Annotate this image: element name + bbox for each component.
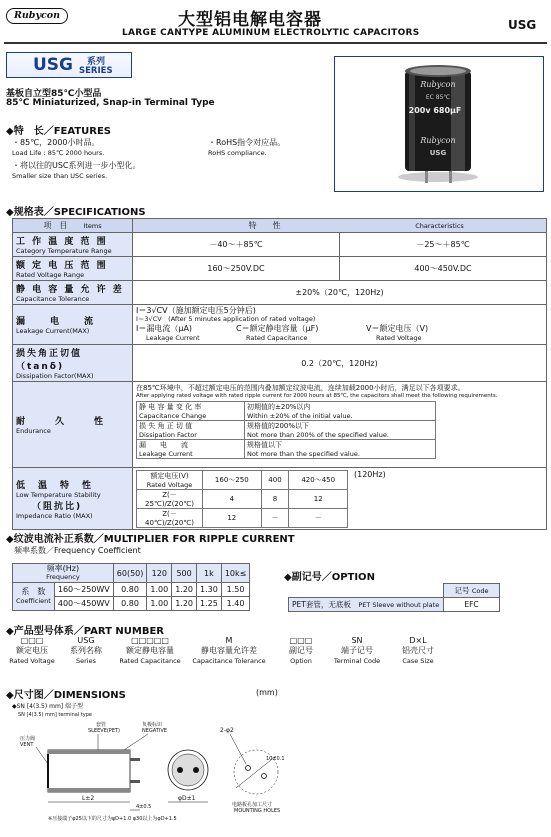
- series-box: [6, 52, 132, 78]
- part-number-system: [0, 636, 551, 676]
- features-list-left: [12, 138, 202, 181]
- impedance-frequency: (120Hz): [354, 470, 386, 479]
- dimensions-drawing: [8, 702, 528, 832]
- ripple-table: [12, 563, 250, 611]
- spec-row-low-temperature: 低 温 特 性 Low Temperature Stability （阻抗比) Impedance Ratio (MAX) 额定电压(V) Rated Voltage 160～250 400 420～450 Z(－25℃)/Z(20℃) 4 8 12 Z(－40℃)/Z(20℃) 12 － － (120Hz): [13, 468, 547, 530]
- specifications-title: ◆规格表／SPECIFICATIONS: [6, 207, 146, 218]
- svg-text:200v 680μF: 200v 680μF: [408, 106, 462, 115]
- pn-terminal: SN 端子记号 Terminal Code: [333, 636, 381, 665]
- spec-row-tolerance: 静 电 容 量 允 许 差 Capacitance Tolerance ±20%（20℃，120Hz): [13, 281, 547, 305]
- svg-text:◆SN [4(3.5) mm] 端子型: ◆SN [4(3.5) mm] 端子型: [12, 703, 84, 710]
- series-name: USG: [33, 55, 74, 75]
- part-number-title: ◆产品型号体系／PART NUMBER: [6, 626, 164, 637]
- svg-text:USG: USG: [429, 149, 447, 157]
- svg-text:φD±1: φD±1: [178, 795, 196, 802]
- series-label-cn: 系列: [87, 57, 106, 67]
- svg-text:NEGATIVE: NEGATIVE: [142, 728, 167, 734]
- ripple-row: 系 数 Coefficient 160～250WV 0.80 1.00 1.20 1.30 1.50: [13, 583, 250, 597]
- ripple-row: 400～450WV 0.80 1.00 1.20 1.25 1.40: [13, 597, 250, 611]
- svg-text:4±0.5: 4±0.5: [136, 804, 152, 810]
- product-photo: [334, 56, 544, 192]
- dimension-diagram: [8, 702, 528, 832]
- svg-text:MOUNTING HOLES: MOUNTING HOLES: [234, 808, 281, 814]
- option-table: 记号 Code PET套管，无底板 PET Sleeve without plate EFC: [288, 583, 500, 612]
- page-title-cn: 大型铝电解电容器: [178, 10, 322, 30]
- option-title: ◆副记号／OPTION: [284, 572, 375, 583]
- feature-item: ・将以往的USC系列进一步小型化。 Smaller size than USC series.: [12, 161, 141, 180]
- page-title-en: LARGE CANTYPE ALUMINUM ELECTROLYTIC CAPACITORS: [122, 28, 420, 38]
- spec-row-voltage: 额 定 电 压 范 围 Rated Voltage Range 160～250V.DC 400～450V.DC: [13, 257, 547, 281]
- svg-text:负极标识: 负极标识: [142, 722, 163, 728]
- pn-capacitance: □□□□□ 额定静电容量 Rated Capacitance: [119, 636, 181, 665]
- series-code: USG: [508, 18, 537, 32]
- impedance-ratio-table: 额定电压(V) Rated Voltage 160～250 400 420～450 Z(－25℃)/Z(20℃) 4 8 12 Z(－40℃)/Z(20℃) 12 － －: [136, 470, 348, 528]
- spec-row-dissipation: 损失角正切值（tanδ) Dissipation Factor(MAX) 0.2（20℃，120Hz): [13, 345, 547, 382]
- series-label-en: SERIES: [79, 66, 113, 76]
- endurance-subtable: 静 电 容 量 变 化 率 Capacitance Change 初期值的±20%以内 Within ±20% of the initial value. 损 失 角 正 切 值 Dissipation Factor 规格值的200%以下 Not more than 200% of the specified value. 漏 电 流 Leakage Current 规格值以下 Not more than the specified value.: [136, 401, 436, 459]
- header-divider: [4, 42, 547, 44]
- pn-option: □□□ 副记号 Option: [289, 636, 313, 665]
- features-list-right: [208, 138, 328, 158]
- svg-text:SLEEVE(PET): SLEEVE(PET): [88, 728, 120, 734]
- svg-text:SN [4(3.5) mm] terminal type: SN [4(3.5) mm] terminal type: [18, 712, 93, 718]
- brand-logo: Rubycon: [6, 8, 68, 24]
- ripple-header-row: 频率(Hz) Frequency 60(50) 120 500 1k 10k≤: [13, 564, 250, 583]
- svg-text:L±2: L±2: [82, 795, 95, 802]
- svg-text:※压接端子φ25以下的尺寸为φD+1.0 φ30以上为φD+: ※压接端子φ25以下的尺寸为φD+1.0 φ30以上为φD+1.5: [48, 816, 177, 822]
- pn-rated-voltage: □□□ 额定电压 Rated Voltage: [9, 636, 55, 665]
- ripple-title: ◆纹波电流补正系数／MULTIPLIER FOR RIPPLE CURRENT: [6, 534, 295, 545]
- specifications-table: [12, 218, 547, 530]
- ripple-subtitle: 频率系数／Frequency Coefficient: [14, 546, 141, 555]
- pn-series: USG 系列名称 Series: [70, 636, 102, 665]
- description-cn: 基板自立型85℃小型品: [6, 89, 102, 99]
- pn-tolerance: M 静电容量允许差 Capacitance Tolerance: [192, 636, 266, 665]
- pn-case-size: D×L 铝壳尺寸 Case Size: [402, 636, 434, 665]
- svg-text:压力阀: 压力阀: [20, 736, 36, 742]
- svg-text:套管: 套管: [96, 722, 107, 728]
- svg-text:EC 85℃: EC 85℃: [425, 94, 451, 101]
- capacitor-image: [335, 57, 542, 190]
- feature-item: ・85℃，2000小时品。 Load Life : 85℃ 2000 hours.: [12, 138, 105, 157]
- spec-row-temperature: 工 作 温 度 范 围 Category Temperature Range －40～＋85℃ －25～＋85℃: [13, 233, 547, 257]
- features-title: ◆特 长／FEATURES: [6, 126, 111, 137]
- svg-text:电路板孔加工尺寸: 电路板孔加工尺寸: [232, 802, 273, 808]
- svg-text:10±0.1: 10±0.1: [266, 756, 285, 762]
- spec-row-endurance: 耐 久 性 Endurance 在85℃环境中，不超过额定电压的范围内叠加额定纹波电流，连续加载2000小时后，满足以下各项要求。 After applying rated voltage with rated ripple current for 2000 hours at 85℃, the capacitors shall meet the following requirements. 静 电 容 量 变 化 率 Capacitance Change 初期值的±20%以内 Within ±20% of the initial value. 损 失 角 正 切 值 Dissipation Factor 规格值的200%以下 Not more than 200% of the specified value. 漏 电 流 Leakage Current 规格值以下 Not more than the specified value.: [13, 382, 547, 468]
- dimensions-title: ◆尺寸图／DIMENSIONS: [6, 690, 126, 701]
- spec-row-leakage: 漏 电 流 Leakage Current(MAX) I＝3√CV（施加额定电压5分钟后) I＝3√CV (After 5 minutes application of rated voltage) I＝漏电流（μA) Leakage Current C＝额定静电容量（μF) Rated Capacitance V＝额定电压（V) Rated Voltage: [13, 305, 547, 345]
- svg-text:Rubycon: Rubycon: [420, 136, 456, 145]
- svg-text:Rubycon: Rubycon: [420, 80, 456, 89]
- svg-text:2-φ2: 2-φ2: [220, 727, 234, 734]
- dimensions-unit: (mm): [256, 688, 278, 697]
- feature-item: ・RoHS指令对应品。 RoHS compliance.: [208, 138, 286, 157]
- svg-text:VENT: VENT: [20, 742, 34, 748]
- description-en: 85℃ Miniaturized, Snap-in Terminal Type: [6, 98, 215, 108]
- spec-header-row: 项 目 Items 特 性 Characteristics: [13, 219, 547, 233]
